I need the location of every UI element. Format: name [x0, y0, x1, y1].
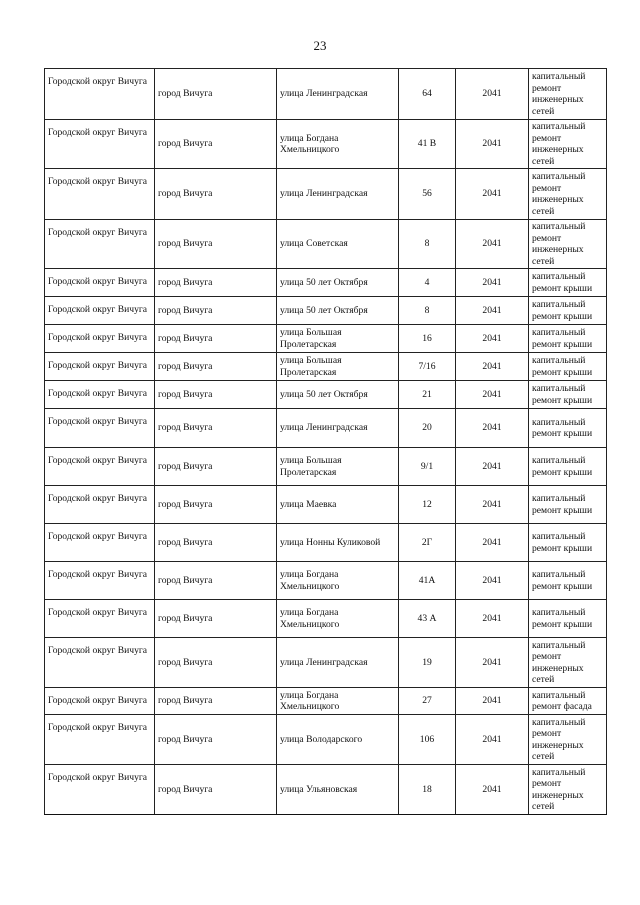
year-cell: 2041 [456, 169, 529, 220]
year-cell: 2041 [456, 638, 529, 688]
work-type-cell: капитальный ремонт инженерных сетей [529, 638, 607, 688]
district-cell: Городской округ Вичуга [45, 448, 155, 486]
district-cell: Городской округ Вичуга [45, 524, 155, 562]
work-type-cell: капитальный ремонт крыши [529, 409, 607, 448]
house-number-cell: 8 [399, 297, 456, 325]
table-row [45, 169, 607, 220]
district-cell: Городской округ Вичуга [45, 409, 155, 448]
year-cell: 2041 [456, 325, 529, 353]
table-row [45, 715, 607, 765]
table-body [45, 69, 607, 815]
work-type-cell: капитальный ремонт крыши [529, 448, 607, 486]
street-cell: улица Ульяновская [277, 765, 399, 815]
work-type-cell: капитальный ремонт крыши [529, 353, 607, 381]
city-cell: город Вичуга [155, 297, 277, 325]
district-cell: Городской округ Вичуга [45, 638, 155, 688]
year-cell: 2041 [456, 524, 529, 562]
work-type-cell: капитальный ремонт фасада [529, 688, 607, 715]
house-number-cell: 20 [399, 409, 456, 448]
house-number-cell: 41А [399, 562, 456, 600]
city-cell: город Вичуга [155, 325, 277, 353]
district-cell: Городской округ Вичуга [45, 562, 155, 600]
year-cell: 2041 [456, 715, 529, 765]
city-cell: город Вичуга [155, 524, 277, 562]
table-row [45, 688, 607, 715]
city-cell: город Вичуга [155, 353, 277, 381]
house-number-cell: 56 [399, 169, 456, 220]
city-cell: город Вичуга [155, 169, 277, 220]
house-number-cell: 4 [399, 269, 456, 297]
year-cell: 2041 [456, 220, 529, 269]
house-number-cell: 16 [399, 325, 456, 353]
house-number-cell: 2Г [399, 524, 456, 562]
house-number-cell: 27 [399, 688, 456, 715]
city-cell: город Вичуга [155, 600, 277, 638]
year-cell: 2041 [456, 688, 529, 715]
district-cell: Городской округ Вичуга [45, 69, 155, 120]
table-row [45, 381, 607, 409]
district-cell: Городской округ Вичуга [45, 486, 155, 524]
district-cell: Городской округ Вичуга [45, 600, 155, 638]
year-cell: 2041 [456, 69, 529, 120]
table-row [45, 297, 607, 325]
work-type-cell: капитальный ремонт инженерных сетей [529, 220, 607, 269]
house-number-cell: 43 А [399, 600, 456, 638]
city-cell: город Вичуга [155, 765, 277, 815]
city-cell: город Вичуга [155, 448, 277, 486]
city-cell: город Вичуга [155, 409, 277, 448]
year-cell: 2041 [456, 486, 529, 524]
work-type-cell: капитальный ремонт крыши [529, 562, 607, 600]
work-type-cell: капитальный ремонт инженерных сетей [529, 169, 607, 220]
house-number-cell: 106 [399, 715, 456, 765]
table-row [45, 562, 607, 600]
street-cell: улица Нонны Куликовой [277, 524, 399, 562]
table-row [45, 220, 607, 269]
work-type-cell: капитальный ремонт инженерных сетей [529, 765, 607, 815]
repair-schedule-table [44, 68, 607, 815]
work-type-cell: капитальный ремонт крыши [529, 297, 607, 325]
house-number-cell: 41 В [399, 120, 456, 169]
city-cell: город Вичуга [155, 715, 277, 765]
work-type-cell: капитальный ремонт крыши [529, 269, 607, 297]
work-type-cell: капитальный ремонт крыши [529, 381, 607, 409]
work-type-cell: капитальный ремонт крыши [529, 486, 607, 524]
street-cell: улица Ленинградская [277, 409, 399, 448]
street-cell: улица Большая Пролетарская [277, 353, 399, 381]
city-cell: город Вичуга [155, 220, 277, 269]
street-cell: улица Богдана Хмельницкого [277, 688, 399, 715]
street-cell: улица Володарского [277, 715, 399, 765]
work-type-cell: капитальный ремонт инженерных сетей [529, 715, 607, 765]
table-row [45, 638, 607, 688]
city-cell: город Вичуга [155, 562, 277, 600]
year-cell: 2041 [456, 448, 529, 486]
year-cell: 2041 [456, 353, 529, 381]
work-type-cell: капитальный ремонт крыши [529, 524, 607, 562]
year-cell: 2041 [456, 562, 529, 600]
street-cell: улица 50 лет Октября [277, 297, 399, 325]
year-cell: 2041 [456, 409, 529, 448]
house-number-cell: 8 [399, 220, 456, 269]
street-cell: улица Богдана Хмельницкого [277, 120, 399, 169]
work-type-cell: капитальный ремонт крыши [529, 600, 607, 638]
house-number-cell: 64 [399, 69, 456, 120]
city-cell: город Вичуга [155, 688, 277, 715]
house-number-cell: 21 [399, 381, 456, 409]
district-cell: Городской округ Вичуга [45, 169, 155, 220]
district-cell: Городской округ Вичуга [45, 120, 155, 169]
district-cell: Городской округ Вичуга [45, 353, 155, 381]
district-cell: Городской округ Вичуга [45, 325, 155, 353]
street-cell: улица Ленинградская [277, 169, 399, 220]
district-cell: Городской округ Вичуга [45, 688, 155, 715]
city-cell: город Вичуга [155, 638, 277, 688]
page-number: 23 [313, 38, 327, 53]
house-number-cell: 9/1 [399, 448, 456, 486]
city-cell: город Вичуга [155, 381, 277, 409]
street-cell: улица Ленинградская [277, 638, 399, 688]
street-cell: улица Маевка [277, 486, 399, 524]
street-cell: улица Большая Пролетарская [277, 448, 399, 486]
table-row [45, 448, 607, 486]
street-cell: улица 50 лет Октября [277, 269, 399, 297]
year-cell: 2041 [456, 269, 529, 297]
street-cell: улица Советская [277, 220, 399, 269]
table-row [45, 69, 607, 120]
street-cell: улица Богдана Хмельницкого [277, 600, 399, 638]
table-row [45, 325, 607, 353]
district-cell: Городской округ Вичуга [45, 381, 155, 409]
house-number-cell: 7/16 [399, 353, 456, 381]
city-cell: город Вичуга [155, 486, 277, 524]
year-cell: 2041 [456, 381, 529, 409]
table-row [45, 409, 607, 448]
district-cell: Городской округ Вичуга [45, 220, 155, 269]
table-row [45, 269, 607, 297]
city-cell: город Вичуга [155, 69, 277, 120]
house-number-cell: 19 [399, 638, 456, 688]
table-row [45, 120, 607, 169]
year-cell: 2041 [456, 120, 529, 169]
street-cell: улица 50 лет Октября [277, 381, 399, 409]
district-cell: Городской округ Вичуга [45, 715, 155, 765]
house-number-cell: 18 [399, 765, 456, 815]
city-cell: город Вичуга [155, 269, 277, 297]
year-cell: 2041 [456, 765, 529, 815]
table-row [45, 600, 607, 638]
work-type-cell: капитальный ремонт инженерных сетей [529, 69, 607, 120]
table-row [45, 353, 607, 381]
table-row [45, 524, 607, 562]
district-cell: Городской округ Вичуга [45, 297, 155, 325]
work-type-cell: капитальный ремонт крыши [529, 325, 607, 353]
street-cell: улица Большая Пролетарская [277, 325, 399, 353]
district-cell: Городской округ Вичуга [45, 269, 155, 297]
city-cell: город Вичуга [155, 120, 277, 169]
house-number-cell: 12 [399, 486, 456, 524]
work-type-cell: капитальный ремонт инженерных сетей [529, 120, 607, 169]
year-cell: 2041 [456, 600, 529, 638]
district-cell: Городской округ Вичуга [45, 765, 155, 815]
table-row [45, 765, 607, 815]
street-cell: улица Богдана Хмельницкого [277, 562, 399, 600]
year-cell: 2041 [456, 297, 529, 325]
street-cell: улица Ленинградская [277, 69, 399, 120]
table-row [45, 486, 607, 524]
